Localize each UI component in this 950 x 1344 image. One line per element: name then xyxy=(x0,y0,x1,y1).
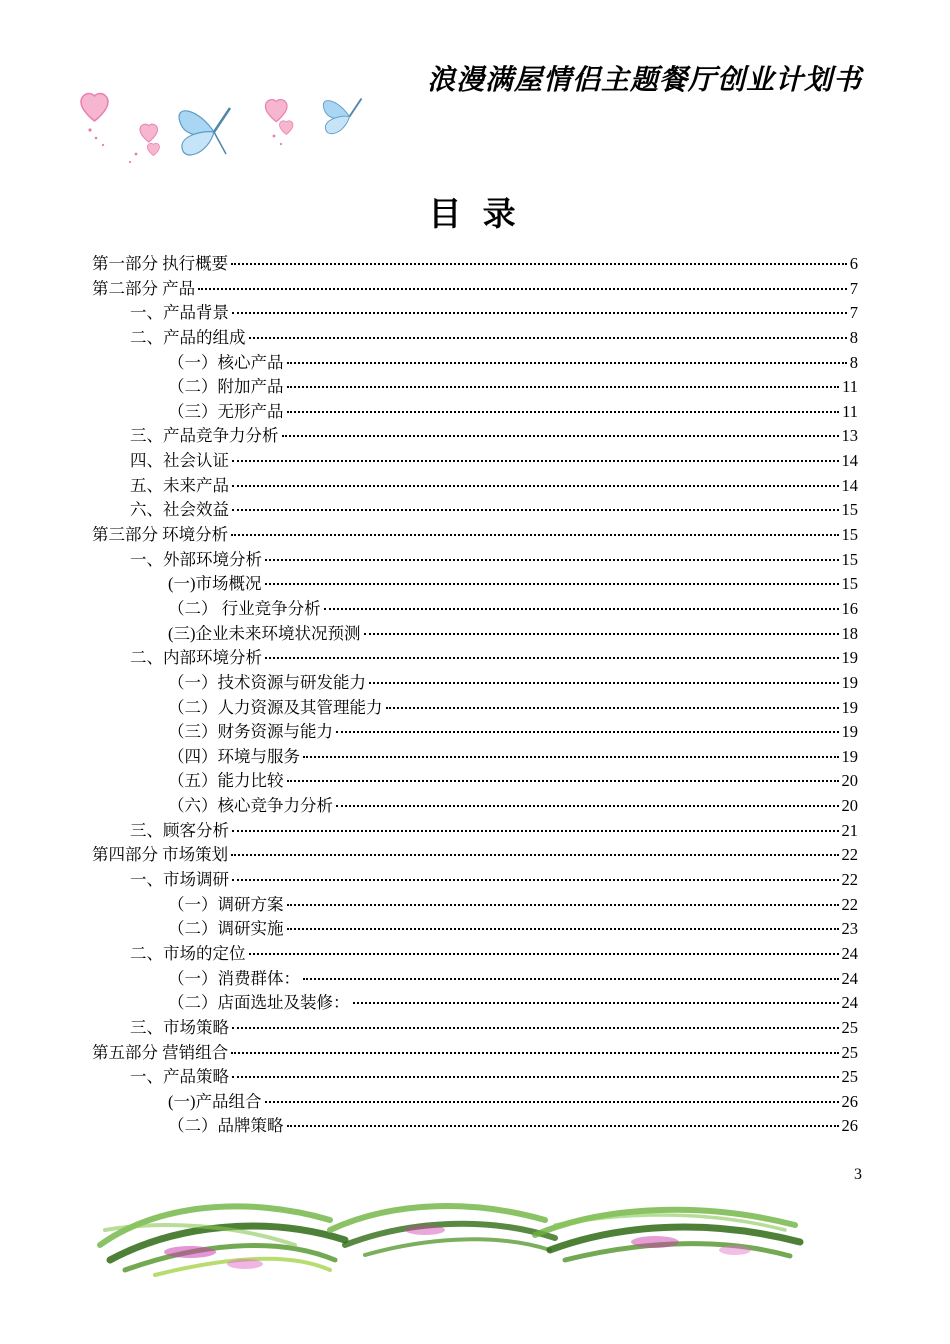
toc-entry-label: (一)产品组合 xyxy=(168,1091,262,1111)
toc-entry[interactable] xyxy=(92,326,858,351)
toc-entry-label: （二）人力资源及其管理能力 xyxy=(168,697,383,717)
document-header-title: 浪漫满屋情侣主题餐厅创业计划书 xyxy=(426,65,862,96)
toc-dot-leader xyxy=(287,780,839,782)
toc-dot-leader xyxy=(364,633,839,635)
toc-entry-page: 25 xyxy=(841,1067,858,1087)
toc-dot-leader xyxy=(232,1027,839,1029)
toc-entry-label: （一）消费群体： xyxy=(168,968,300,988)
toc-entry-label: 三、顾客分析 xyxy=(130,820,229,840)
toc-entry[interactable] xyxy=(92,498,858,523)
toc-entry[interactable] xyxy=(92,523,858,548)
toc-entry-label: （六）核心竞争力分析 xyxy=(168,796,333,816)
toc-entry[interactable] xyxy=(92,769,858,794)
toc-entry-label: （二）调研实施 xyxy=(168,919,284,939)
toc-entry-page: 15 xyxy=(841,525,858,545)
toc-entry[interactable] xyxy=(92,942,858,967)
toc-dot-leader xyxy=(336,805,839,807)
toc-entry[interactable] xyxy=(92,301,858,326)
toc-dot-leader xyxy=(232,509,839,511)
toc-entry-label: （三）财务资源与能力 xyxy=(168,722,333,742)
toc-entry-label: 三、产品竞争力分析 xyxy=(130,426,279,446)
toc-entry[interactable] xyxy=(92,893,858,918)
toc-dot-leader xyxy=(231,534,838,536)
toc-dot-leader xyxy=(336,731,839,733)
toc-entry-page: 11 xyxy=(842,401,858,421)
toc-dot-leader xyxy=(287,386,840,388)
toc-entry-page: 15 xyxy=(841,549,858,569)
toc-dot-leader xyxy=(198,288,847,290)
toc-entry-page: 19 xyxy=(841,648,858,668)
butterfly-icon xyxy=(323,99,361,134)
toc-dot-leader xyxy=(232,830,839,832)
toc-entry[interactable] xyxy=(92,1065,858,1090)
toc-dot-leader xyxy=(386,707,839,709)
toc-dot-leader xyxy=(369,682,839,684)
toc-dot-leader xyxy=(303,756,839,758)
toc-entry-page: 19 xyxy=(841,722,858,742)
butterfly-icon xyxy=(179,108,230,155)
toc-entry-label: （一）技术资源与研发能力 xyxy=(168,672,366,692)
toc-dot-leader xyxy=(249,337,847,339)
toc-entry-page: 24 xyxy=(841,943,858,963)
toc-dot-leader xyxy=(232,312,847,314)
toc-entry[interactable] xyxy=(92,252,858,277)
toc-dot-leader xyxy=(353,1002,839,1004)
toc-entry-label: （四）环境与服务 xyxy=(168,746,300,766)
toc-entry-page: 13 xyxy=(841,426,858,446)
toc-entry-page: 21 xyxy=(841,820,858,840)
toc-entry[interactable] xyxy=(92,1090,858,1115)
toc-entry[interactable] xyxy=(92,917,858,942)
toc-entry-label: 一、产品背景 xyxy=(130,303,229,323)
toc-entry-label: 第三部分 环境分析 xyxy=(92,525,229,545)
toc-entry-label: 一、市场调研 xyxy=(130,870,229,890)
toc-entry-page: 23 xyxy=(841,919,858,939)
toc-dot-leader xyxy=(232,1076,839,1078)
toc-entry[interactable] xyxy=(92,400,858,425)
toc-dot-leader xyxy=(282,435,839,437)
toc-entry-page: 7 xyxy=(849,303,858,323)
toc-entry-label: (一)市场概况 xyxy=(168,574,262,594)
toc-entry-label: (三)企业未来环境状况预测 xyxy=(168,623,361,643)
toc-dot-leader xyxy=(303,978,839,980)
toc-entry-page: 14 xyxy=(841,451,858,471)
toc-entry-label: 二、产品的组成 xyxy=(130,327,246,347)
toc-entry-page: 15 xyxy=(841,574,858,594)
toc-entry-page: 14 xyxy=(841,475,858,495)
toc-entry[interactable] xyxy=(92,696,858,721)
grass-right xyxy=(535,1210,800,1260)
toc-dot-leader xyxy=(287,904,839,906)
toc-entry-label: （五）能力比较 xyxy=(168,771,284,791)
toc-entry-label: （三）无形产品 xyxy=(168,401,284,421)
toc-dot-leader xyxy=(265,559,839,561)
toc-dot-leader xyxy=(324,608,839,610)
toc-entry-page: 22 xyxy=(841,870,858,890)
toc-dot-leader xyxy=(265,657,839,659)
toc-entry-label: 六、社会效益 xyxy=(130,500,229,520)
toc-list xyxy=(92,252,858,1139)
toc-entry[interactable] xyxy=(92,794,858,819)
toc-entry[interactable] xyxy=(92,745,858,770)
toc-entry-page: 26 xyxy=(841,1116,858,1136)
grass-left xyxy=(100,1206,345,1275)
toc-entry-page: 16 xyxy=(841,598,858,618)
toc-entry-page: 24 xyxy=(841,968,858,988)
toc-entry-label: 一、产品策略 xyxy=(130,1067,229,1087)
toc-entry[interactable] xyxy=(92,720,858,745)
toc-entry[interactable] xyxy=(92,424,858,449)
toc-entry-page: 19 xyxy=(841,746,858,766)
toc-entry[interactable] xyxy=(92,967,858,992)
toc-dot-leader xyxy=(287,928,839,930)
toc-entry-label: 二、内部环境分析 xyxy=(130,648,262,668)
toc-entry[interactable] xyxy=(92,843,858,868)
toc-entry[interactable] xyxy=(92,671,858,696)
toc-entry-page: 20 xyxy=(841,771,858,791)
toc-entry-label: 一、外部环境分析 xyxy=(130,549,262,569)
toc-entry[interactable] xyxy=(92,449,858,474)
toc-entry-page: 24 xyxy=(841,993,858,1013)
toc-dot-leader xyxy=(232,879,839,881)
toc-entry[interactable] xyxy=(92,351,858,376)
toc-entry-page: 8 xyxy=(849,327,858,347)
toc-entry-label: （二）店面选址及装修： xyxy=(168,993,350,1013)
toc-dot-leader xyxy=(232,460,839,462)
toc-entry-label: 第一部分 执行概要 xyxy=(92,254,229,273)
toc-dot-leader xyxy=(287,362,847,364)
toc-entry-page: 7 xyxy=(849,278,858,298)
toc-dot-leader xyxy=(265,1101,839,1103)
toc-entry-page: 15 xyxy=(841,500,858,520)
toc-dot-leader xyxy=(232,485,839,487)
toc-entry-label: 第五部分 营销组合 xyxy=(92,1042,229,1062)
toc-title: 目 录 xyxy=(428,195,522,232)
toc-entry-label: （二）品牌策略 xyxy=(168,1116,284,1136)
toc-entry[interactable] xyxy=(92,572,858,597)
toc-entry[interactable] xyxy=(92,474,858,499)
toc-entry-page: 19 xyxy=(841,672,858,692)
toc-dot-leader xyxy=(265,583,839,585)
toc-dot-leader xyxy=(231,1052,838,1054)
toc-entry[interactable] xyxy=(92,622,858,647)
toc-entry[interactable] xyxy=(92,1041,858,1066)
page-number: 3 xyxy=(854,1166,862,1183)
toc-entry-label: 三、市场策略 xyxy=(130,1017,229,1037)
toc-entry-page: 22 xyxy=(841,894,858,914)
toc-entry-page: 6 xyxy=(849,254,858,273)
toc-entry-page: 25 xyxy=(841,1042,858,1062)
grass-middle xyxy=(330,1206,555,1255)
toc-entry-label: 第二部分 产品 xyxy=(92,278,196,298)
toc-entry-page: 20 xyxy=(841,796,858,816)
toc-entry-page: 18 xyxy=(841,623,858,643)
toc-entry[interactable] xyxy=(92,548,858,573)
toc-dot-leader xyxy=(231,854,838,856)
toc-entry[interactable] xyxy=(92,819,858,844)
toc-entry-label: （一）核心产品 xyxy=(168,352,284,372)
toc-entry[interactable] xyxy=(92,868,858,893)
toc-entry[interactable] xyxy=(92,1114,858,1139)
toc-entry-page: 19 xyxy=(841,697,858,717)
toc-entry[interactable] xyxy=(92,991,858,1016)
toc-entry-label: （二） 行业竞争分析 xyxy=(168,598,321,618)
hearts-butterflies-decoration xyxy=(78,84,388,179)
toc-entry-page: 26 xyxy=(841,1091,858,1111)
toc-entry-page: 22 xyxy=(841,845,858,865)
toc-entry[interactable] xyxy=(92,646,858,671)
toc-dot-leader xyxy=(287,411,840,413)
toc-entry[interactable] xyxy=(92,597,858,622)
toc-entry-label: 第四部分 市场策划 xyxy=(92,845,229,865)
toc-entry-label: 二、市场的定位 xyxy=(130,943,246,963)
toc-entry[interactable] xyxy=(92,277,858,302)
grass-flourish-decoration xyxy=(95,1190,815,1280)
toc-entry-label: 五、未来产品 xyxy=(130,475,229,495)
toc-entry-label: （二）附加产品 xyxy=(168,377,284,397)
toc-entry-page: 25 xyxy=(841,1017,858,1037)
toc-dot-leader xyxy=(249,953,839,955)
toc-entry-label: （一）调研方案 xyxy=(168,894,284,914)
toc-dot-leader xyxy=(287,1125,839,1127)
toc-entry-page: 11 xyxy=(842,377,858,397)
toc-dot-leader xyxy=(231,263,847,265)
toc-entry[interactable] xyxy=(92,375,858,400)
toc-entry[interactable] xyxy=(92,1016,858,1041)
toc-entry-page: 8 xyxy=(849,352,858,372)
toc-entry-label: 四、社会认证 xyxy=(130,451,229,471)
